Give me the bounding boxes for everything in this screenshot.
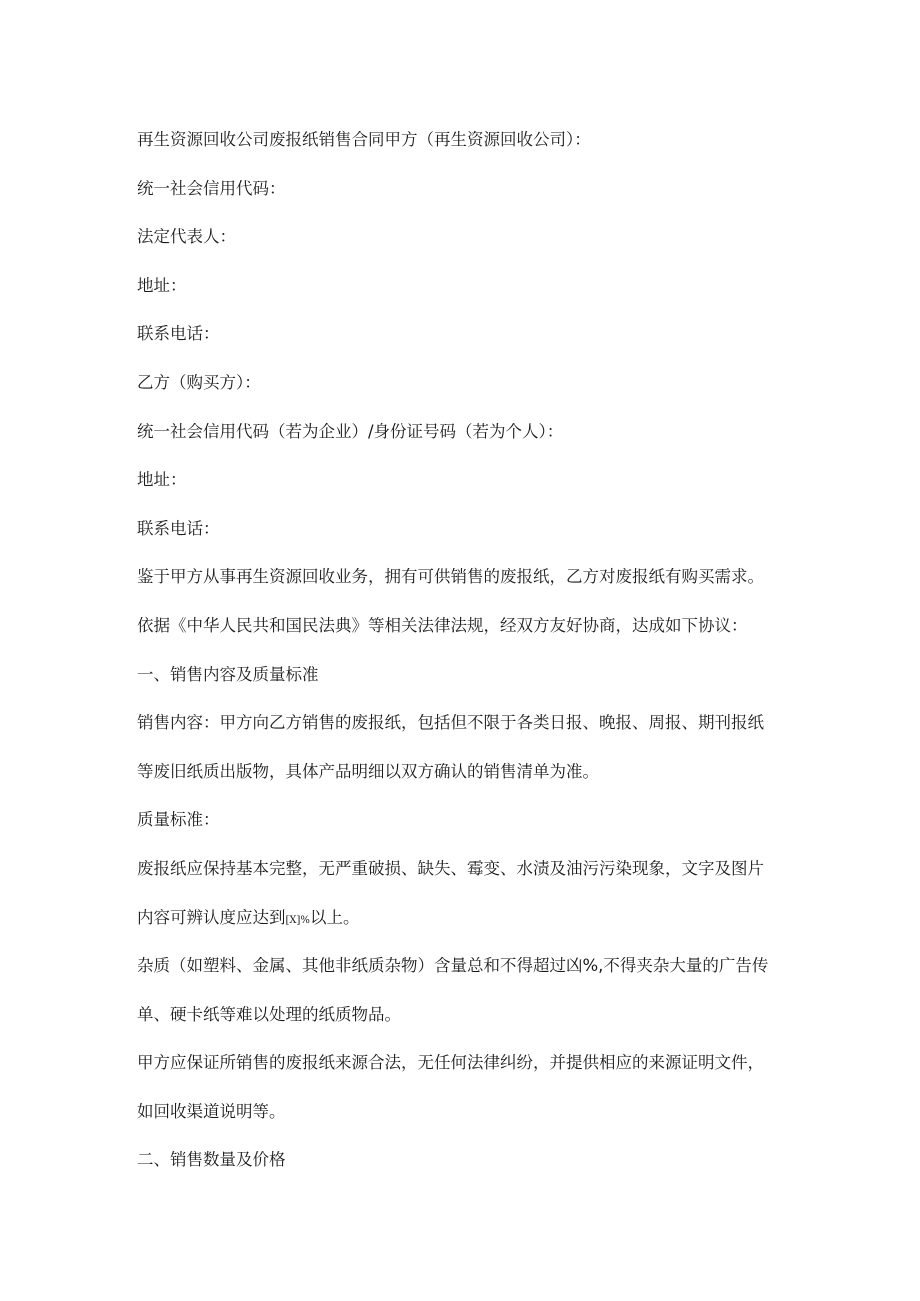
contract-title-line: 再生资源回收公司废报纸销售合同甲方（再生资源回收公司）： bbox=[137, 130, 591, 149]
party-a-credit-code: 统一社会信用代码： bbox=[137, 178, 286, 198]
impurity-line-1: 杂质（如塑料、金属、其他非纸质杂物）含量总和不得超过凶%,不得夹杂大量的广告传 bbox=[137, 956, 769, 976]
party-a-phone: 联系电话： bbox=[137, 324, 220, 344]
party-b-credit-code: 统一社会信用代码（若为企业）/身份证号码（若为个人）： bbox=[137, 421, 564, 441]
quality-line-2 bbox=[137, 903, 797, 952]
source-line-2: 如回收渠道说明等。 bbox=[137, 1101, 286, 1121]
party-b-heading: 乙方（购买方）： bbox=[137, 372, 261, 392]
quality-line-2-before: 内容可辨认度应达到 bbox=[137, 907, 286, 927]
section-1-heading: 一、销售内容及质量标准 bbox=[137, 664, 319, 684]
sales-content-line-1: 销售内容：甲方向乙方销售的废报纸，包括但不限于各类日报、晚报、周报、期刊报纸 bbox=[137, 713, 764, 733]
preamble-line-1: 鉴于甲方从事再生资源回收业务，拥有可供销售的废报纸，乙方对废报纸有购买需求。 bbox=[137, 567, 764, 587]
section-2-heading: 二、销售数量及价格 bbox=[137, 1150, 286, 1170]
preamble-line-2: 依据《中华人民共和国民法典》等相关法律法规，经双方友好协商，达成如下协议： bbox=[137, 615, 748, 635]
impurity-line-2: 单、硬卡纸等难以处理的纸质物品。 bbox=[137, 1004, 401, 1024]
party-b-address: 地址： bbox=[137, 470, 187, 490]
quality-standard-label: 质量标准： bbox=[137, 810, 220, 830]
source-line-1: 甲方应保证所销售的废报纸来源合法，无任何法律纠纷，并提供相应的来源证明文件， bbox=[137, 1053, 764, 1073]
quality-line-1: 废报纸应保持基本完整，无严重破损、缺失、霉变、水渍及油污污染现象，文字及图片 bbox=[137, 858, 764, 878]
party-b-phone: 联系电话： bbox=[137, 518, 220, 538]
sales-content-line-2: 等废旧纸质出版物，具体产品明细以双方确认的销售清单为准。 bbox=[137, 761, 599, 781]
quality-line-2-after: 以上。 bbox=[309, 907, 360, 927]
percentage-placeholder: [X]% bbox=[285, 914, 310, 926]
document-body bbox=[137, 125, 797, 1194]
party-a-address: 地址： bbox=[137, 275, 187, 295]
party-a-legal-rep: 法定代表人： bbox=[137, 227, 236, 247]
